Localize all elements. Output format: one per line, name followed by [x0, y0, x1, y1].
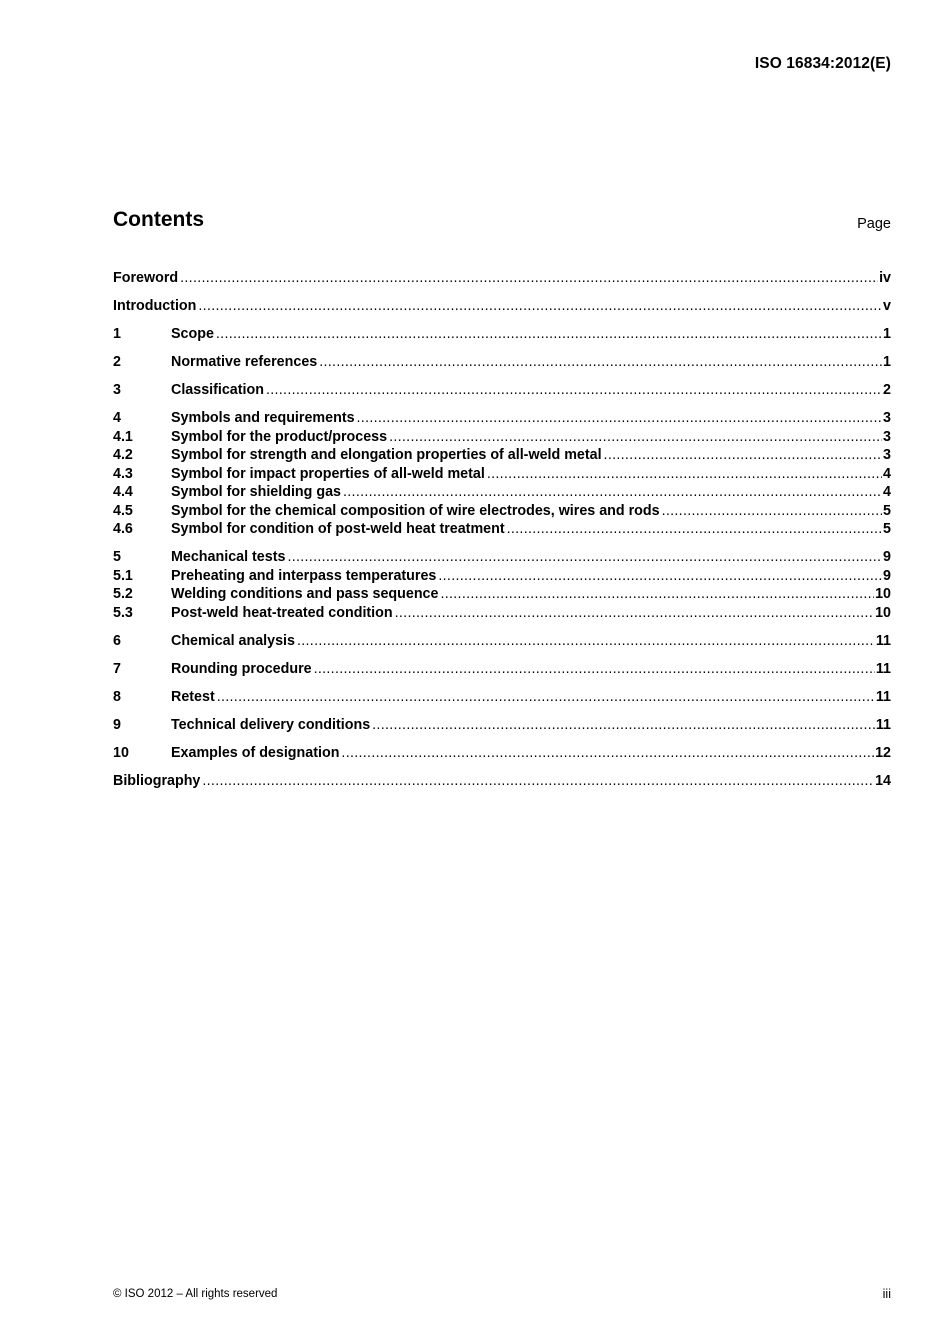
page-number: iii	[882, 1287, 891, 1301]
toc-entry-number: 4.1	[113, 428, 133, 445]
toc-leader-dots	[319, 353, 882, 372]
toc-entry-page[interactable]: 11	[875, 688, 891, 705]
toc-entry-number: 5.3	[113, 604, 133, 621]
toc-entry-title[interactable]: Symbol for impact properties of all-weld metal	[171, 465, 485, 482]
toc-entry[interactable]	[113, 744, 891, 763]
toc-entry-page[interactable]: 5	[883, 521, 891, 537]
contents-heading: Contents	[113, 208, 204, 231]
toc-leader-dots	[266, 381, 882, 400]
toc-entry-page[interactable]: 1	[883, 326, 891, 342]
toc-entry-page[interactable]: 9	[883, 567, 891, 584]
toc-leader-dots	[297, 632, 875, 651]
toc-entry-page[interactable]: v	[883, 298, 891, 314]
toc-entry-title[interactable]: Rounding procedure	[171, 660, 312, 677]
toc-entry-title[interactable]: Preheating and interpass temperatures	[171, 567, 437, 584]
toc-entry-number: 4	[113, 410, 121, 426]
toc-entry-page[interactable]: 3	[883, 447, 891, 463]
toc-entry-title[interactable]: Symbol for the chemical composition of wire electrodes, wires and rods	[171, 502, 660, 519]
toc-entry-number: 3	[113, 382, 121, 398]
toc-leader-dots	[389, 428, 882, 447]
toc-entry-title[interactable]: Mechanical tests	[171, 549, 286, 565]
toc-entry-number: 4.3	[113, 465, 133, 482]
toc-entry-title[interactable]: Introduction	[113, 298, 197, 314]
toc-entry-page[interactable]: 10	[875, 586, 891, 602]
toc-entry-title[interactable]: Classification	[171, 382, 264, 398]
toc-entry[interactable]	[113, 325, 891, 344]
document-id: ISO 16834:2012(E)	[754, 55, 891, 72]
toc-leader-dots	[604, 446, 883, 465]
toc-entry[interactable]	[113, 520, 891, 539]
toc-entry-title[interactable]: Examples of designation	[171, 744, 340, 761]
toc-entry-page[interactable]: 10	[875, 604, 891, 621]
toc-entry-page[interactable]: 11	[875, 632, 891, 649]
toc-entry-number: 6	[113, 632, 121, 649]
toc-entry-number: 10	[113, 744, 129, 761]
toc-entry-title[interactable]: Normative references	[171, 354, 318, 370]
toc-leader-dots	[343, 483, 882, 502]
toc-entry[interactable]	[113, 381, 891, 400]
toc-entry-page[interactable]: 4	[883, 484, 891, 500]
table-of-contents	[113, 269, 891, 790]
toc-entry-title[interactable]: Technical delivery conditions	[171, 716, 371, 733]
toc-leader-dots	[395, 604, 874, 623]
toc-entry[interactable]	[113, 353, 891, 372]
toc-entry-title[interactable]: Scope	[171, 326, 214, 342]
toc-leader-dots	[662, 502, 882, 521]
toc-entry[interactable]	[113, 567, 891, 586]
toc-entry[interactable]	[113, 716, 891, 735]
toc-entry-title[interactable]: Symbol for the product/process	[171, 428, 388, 445]
toc-entry[interactable]	[113, 604, 891, 623]
toc-entry-title[interactable]: Chemical analysis	[171, 632, 295, 649]
toc-entry-page[interactable]: 1	[883, 354, 891, 370]
toc-leader-dots	[202, 772, 874, 791]
toc-leader-dots	[372, 716, 875, 735]
toc-leader-dots	[341, 744, 874, 763]
toc-entry-page[interactable]: 11	[875, 660, 891, 677]
toc-entry-page[interactable]: 9	[883, 549, 891, 565]
toc-entry[interactable]	[113, 632, 891, 651]
toc-leader-dots	[287, 548, 882, 567]
toc-leader-dots	[216, 325, 882, 344]
toc-entry-number: 7	[113, 660, 121, 677]
toc-entry[interactable]	[113, 465, 891, 484]
toc-leader-dots	[438, 567, 882, 586]
toc-entry-page[interactable]: 14	[875, 772, 891, 789]
toc-entry-number: 2	[113, 354, 121, 370]
toc-entry-title[interactable]: Post-weld heat-treated condition	[171, 604, 393, 621]
toc-entry-page[interactable]: 3	[883, 410, 891, 426]
toc-entry-number: 5.1	[113, 567, 133, 584]
toc-leader-dots	[440, 585, 874, 604]
toc-entry-page[interactable]: 12	[875, 744, 891, 761]
toc-entry-title[interactable]: Symbol for strength and elongation properties of all-weld metal	[171, 447, 602, 463]
toc-leader-dots	[357, 409, 883, 428]
toc-entry-number: 1	[113, 326, 121, 342]
toc-entry-page[interactable]: 4	[883, 465, 891, 482]
toc-entry-page[interactable]: 11	[875, 716, 891, 733]
toc-entry-number: 9	[113, 716, 121, 733]
toc-entry-page[interactable]: 2	[883, 382, 891, 398]
toc-entry[interactable]	[113, 772, 891, 791]
toc-leader-dots	[180, 269, 878, 288]
toc-entry-title[interactable]: Symbol for shielding gas	[171, 484, 341, 500]
toc-entry-title[interactable]: Bibliography	[113, 772, 201, 789]
toc-entry-title[interactable]: Foreword	[113, 270, 179, 286]
toc-entry-page[interactable]: 3	[883, 428, 891, 445]
toc-entry-title[interactable]: Welding conditions and pass sequence	[171, 586, 439, 602]
toc-entry[interactable]	[113, 502, 891, 521]
toc-entry[interactable]	[113, 585, 891, 604]
toc-leader-dots	[507, 520, 882, 539]
toc-entry-number: 4.4	[113, 484, 133, 500]
toc-entry[interactable]	[113, 297, 891, 316]
toc-entry-title[interactable]: Symbol for condition of post-weld heat treatment	[171, 521, 505, 537]
toc-entry-number: 4.6	[113, 521, 133, 537]
toc-entry-number: 5	[113, 549, 121, 565]
toc-entry-number: 4.2	[113, 447, 133, 463]
toc-entry[interactable]	[113, 446, 891, 465]
toc-entry[interactable]	[113, 660, 891, 679]
toc-entry[interactable]	[113, 483, 891, 502]
toc-leader-dots	[487, 465, 882, 484]
copyright-notice: © ISO 2012 – All rights reserved	[113, 1288, 278, 1300]
page-column-label: Page	[857, 216, 891, 232]
toc-leader-dots	[198, 297, 882, 316]
toc-entry[interactable]	[113, 688, 891, 707]
toc-entry[interactable]	[113, 409, 891, 428]
toc-leader-dots	[314, 660, 875, 679]
toc-entry-title[interactable]: Symbols and requirements	[171, 410, 355, 426]
toc-entry[interactable]	[113, 269, 891, 288]
toc-entry-number: 5.2	[113, 586, 133, 602]
toc-entry-title[interactable]: Retest	[171, 688, 215, 705]
toc-entry-number: 8	[113, 688, 121, 705]
toc-entry[interactable]	[113, 428, 891, 447]
toc-leader-dots	[217, 688, 875, 707]
toc-entry-number: 4.5	[113, 502, 133, 519]
toc-entry-page[interactable]: iv	[879, 270, 891, 286]
toc-entry[interactable]	[113, 548, 891, 567]
toc-entry-page[interactable]: 5	[883, 502, 891, 519]
